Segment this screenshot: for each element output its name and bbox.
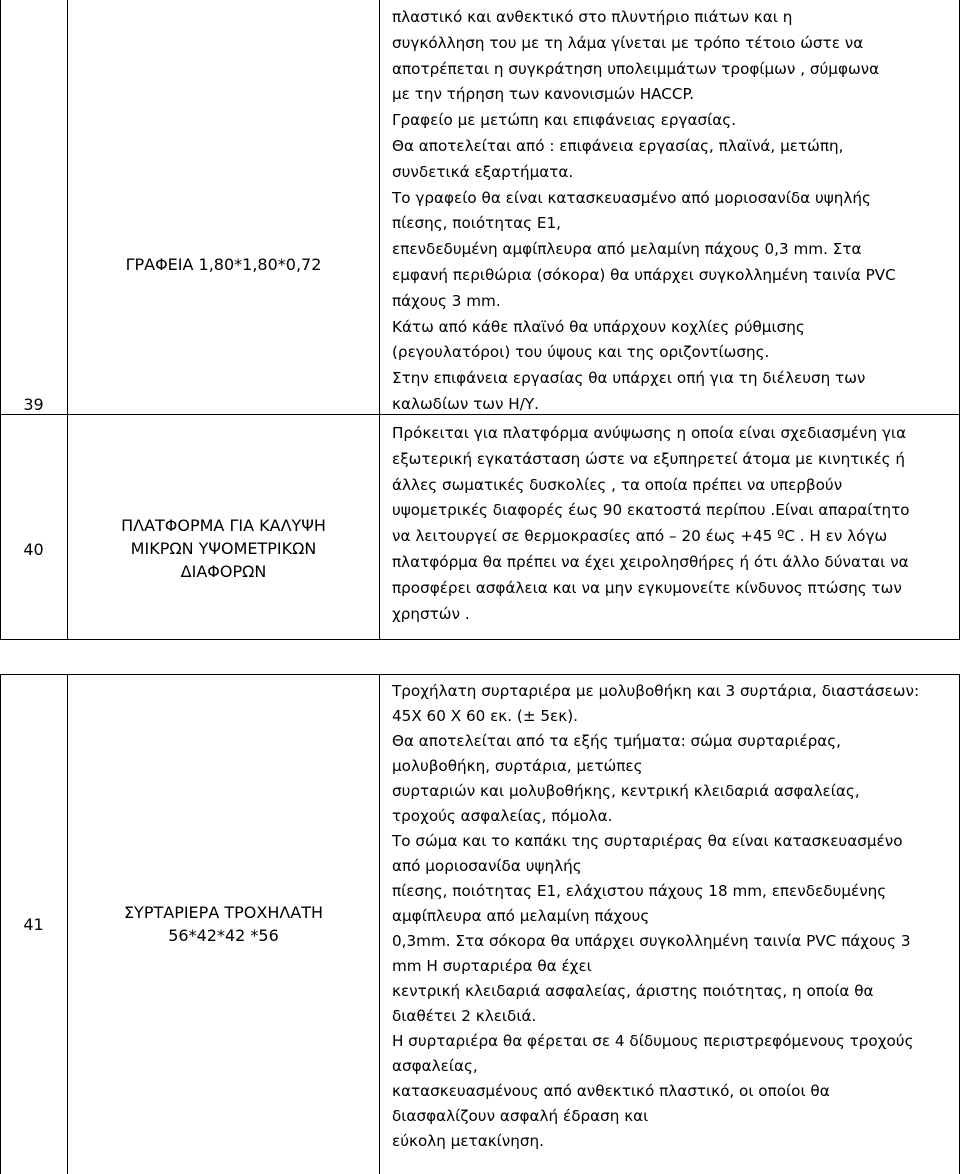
description-line: να λειτουργεί σε θερμοκρασίες από – 20 έως +45 ºC . Η εν λόγω (392, 527, 888, 546)
row-title-line: ΜΙΚΡΩΝ ΥΨΟΜΕΤΡΙΚΩΝ (130, 539, 317, 558)
description-line: συνδετικά εξαρτήματα. (392, 162, 574, 181)
description-line: Τροχήλατη συρταριέρα με μολυβοθήκη και 3 συρτάρια, διαστάσεων: (392, 682, 920, 700)
description-line: τροχούς ασφαλείας, πόμολα. (392, 807, 613, 825)
row-title-line: ΓΡΑΦΕΙΑ 1,80*1,80*0,72 (125, 255, 322, 274)
description-line: 45Χ 60 Χ 60 εκ. (± 5εκ). (392, 707, 578, 725)
description-line: εξωτερική εγκατάσταση ώστε να εξυπηρετεί άτομα με κινητικές ή (392, 449, 906, 468)
description-line: Το σώμα και το καπάκι της συρταριέρας θα είναι κατασκευασμένο (392, 832, 903, 850)
description-line: κατασκευασμένους από ανθεκτικό πλαστικό, οι οποίοι θα (392, 1082, 830, 1100)
description-line: Θα αποτελείται από : επιφάνεια εργασίας, πλαϊνά, μετώπη, (392, 137, 844, 155)
description-line: καλωδίων των Η/Υ. (392, 395, 539, 413)
row-title-line: ΣΥΡΤΑΡΙΕΡΑ ΤΡΟΧΗΛΑΤΗ (123, 903, 324, 922)
description-line: πλατφόρμα θα πρέπει να έχει χειρολησθήρες ή ότι άλλο δύναται να (392, 553, 909, 571)
description-line: Στην επιφάνεια εργασίας θα υπάρχει οπή για τη διέλευση των (392, 369, 866, 388)
description-line: αποτρέπεται η συγκράτηση υπολειμμάτων τροφίμων , σύμφωνα (392, 59, 880, 78)
description-line: Το γραφείο θα είναι κατασκευασμένο από μοριοσανίδα υψηλής (392, 188, 871, 207)
description-line: χρηστών . (392, 604, 470, 623)
description-line: διασφαλίζουν ασφαλή έδραση και (392, 1107, 649, 1125)
description-line: αμφίπλευρα από μελαμίνη πάχους (392, 907, 650, 925)
row-number-40: 40 (23, 540, 44, 559)
description-line: (ρεγουλατόροι) του ύψους και της οριζοντίωσης. (392, 343, 770, 362)
description-line: ασφαλείας, (392, 1057, 478, 1075)
description-line: διαθέτει 2 κλειδιά. (392, 1007, 537, 1025)
description-line: πίεσης, ποιότητας Ε1, ελάχιστου πάχους 18 mm, επενδεδυμένης (392, 882, 887, 900)
description-line: πλαστικό και ανθεκτικό στο πλυντήριο πιάτων και η (392, 8, 793, 26)
description-line: από μοριοσανίδα υψηλής (392, 857, 582, 875)
row-title-41 (68, 901, 379, 947)
description-line: υψομετρικές διαφορές έως 90 εκατοστά περίπου .Είναι απαραίτητο (392, 501, 910, 520)
row-divider (0, 414, 960, 415)
description-line: mm Η συρταριέρα θα έχει (392, 957, 592, 975)
description-line: μολυβοθήκη, συρτάρια, μετώπες (392, 757, 643, 775)
row-title-line: ΔΙΑΦΟΡΩΝ (180, 562, 267, 581)
row-number-39: 39 (23, 395, 44, 414)
description-line: 0,3mm. Στα σόκορα θα υπάρχει συγκολλημένη ταινία PVC πάχους 3 (392, 932, 911, 950)
description-line: εμφανή περιθώρια (σόκορα) θα υπάρχει συγκολλημένη ταινία PVC (392, 266, 896, 284)
description-line: πάχους 3 mm. (392, 291, 501, 310)
row-title-40 (68, 514, 379, 583)
description-line: κεντρική κλειδαριά ασφαλείας, άριστης ποιότητας, η οποία θα (392, 982, 874, 1000)
description-line: Πρόκειται για πλατφόρμα ανύψωσης η οποία είναι σχεδιασμένη για (392, 424, 907, 442)
row-title-line: ΠΛΑΤΦΟΡΜΑ ΓΙΑ ΚΑΛΥΨΗ (121, 516, 326, 535)
description-line: συρταριών και μολυβοθήκης, κεντρική κλειδαριά ασφαλείας, (392, 782, 860, 800)
description-line: Θα αποτελείται από τα εξής τμήματα: σώμα συρταριέρας, (392, 732, 841, 750)
description-line: εύκολη μετακίνηση. (392, 1132, 544, 1150)
description-line: συγκόλληση του με τη λάμα γίνεται με τρόπο τέτοιο ώστε να (392, 33, 864, 52)
row-title-line: 56*42*42 *56 (168, 926, 279, 945)
col-divider (379, 0, 380, 640)
description-line: επενδεδυμένη αμφίπλευρα από μελαμίνη πάχους 0,3 mm. Στα (392, 240, 862, 259)
description-line: Κάτω από κάθε πλαϊνό θα υπάρχουν κοχλίες ρύθμισης (392, 317, 805, 336)
row-number-41: 41 (23, 915, 44, 934)
description-line: με την τήρηση των κανονισμών HACCP. (392, 85, 695, 104)
description-line: πίεσης, ποιότητας Ε1, (392, 214, 561, 233)
description-line: άλλες σωματικές δυσκολίες , τα οποία πρέπει να υπερβούν (392, 475, 843, 494)
row-title-39 (68, 253, 379, 276)
description-line: Γραφείο με μετώπη και επιφάνειας εργασίας. (392, 111, 737, 130)
col-divider (379, 674, 380, 1174)
description-line: Η συρταριέρα θα φέρεται σε 4 δίδυμους περιστρεφόμενους τροχούς (392, 1032, 914, 1050)
description-line: προσφέρει ασφάλεια και να μην εγκυμονείτε κίνδυνος πτώσης των (392, 578, 902, 597)
